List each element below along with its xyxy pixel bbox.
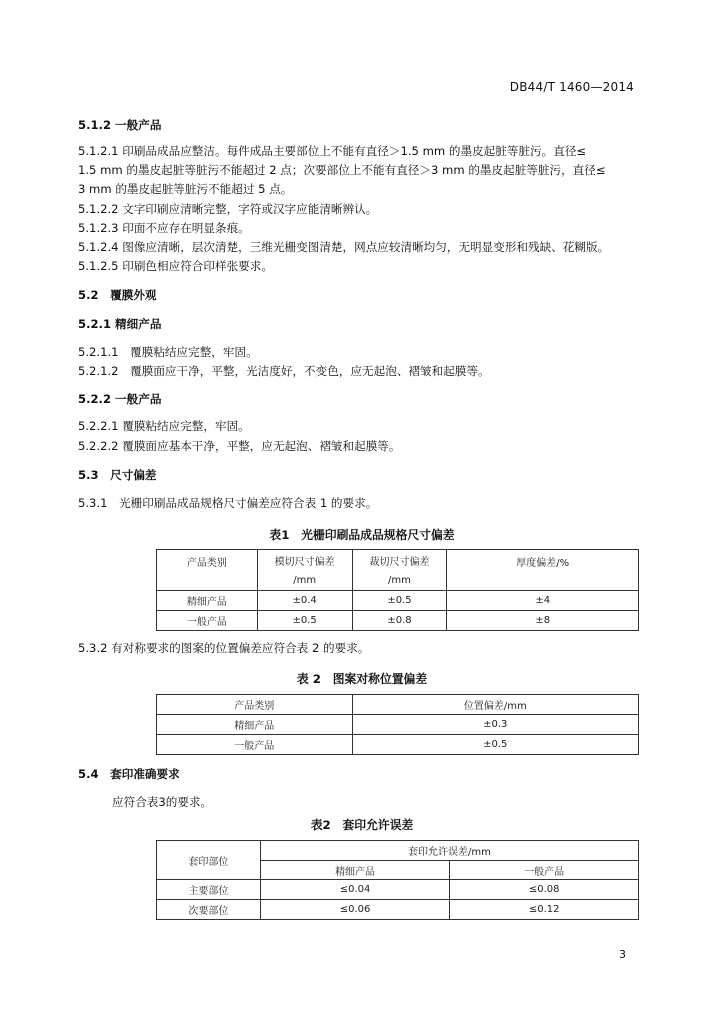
table-header-cell: 一般产品 [450, 861, 639, 880]
table-cell: ≤0.04 [260, 880, 450, 900]
table-header-row [157, 841, 639, 861]
paragraph-line: 5.2.1.2 覆膜面应干净，平整，光洁度好，不变色，应无起泡、褶皱和起膜等。 [78, 364, 490, 378]
table-cell: ±0.5 [352, 591, 447, 611]
document-code: DB44/T 1460—2014 [509, 80, 634, 94]
paragraph-line: 1.5 mm 的墨皮起脏等脏污不能超过 2 点；次要部位上不能有直径＞3 mm 的墨皮起脏等脏污，直径≤ [78, 163, 606, 177]
table-cell: 一般产品 [157, 611, 258, 631]
table-header-cell: 产品类别 [157, 550, 258, 591]
section-heading-5-4: 5.4 套印准确要求 [78, 767, 180, 781]
table-row [157, 735, 639, 755]
section-heading-5-2-2: 5.2.2 一般产品 [78, 392, 162, 406]
table-3-caption: 表2 套印允许误差 [310, 818, 414, 832]
table-row [157, 591, 639, 611]
paragraph-line: 5.3.2 有对称要求的图案的位置偏差应符合表 2 的要求。 [78, 641, 370, 655]
table-cell: 次要部位 [157, 900, 261, 920]
table-cell: ±0.8 [352, 611, 447, 631]
table-cell: ±0.5 [352, 735, 638, 755]
table-header-cell: 裁切尺寸偏差 /mm [352, 550, 447, 591]
table-header-row [157, 695, 639, 715]
paragraph-line: 5.1.2.4 图像应清晰，层次清楚，三维光栅变图清楚，网点应较清晰均匀，无明显变形和残缺、花糊版。 [78, 240, 610, 254]
table-1 [156, 549, 639, 631]
table-1-caption: 表1 光栅印刷品成品规格尺寸偏差 [269, 528, 455, 542]
table-row [157, 611, 639, 631]
table-2 [156, 694, 639, 755]
section-heading-5-2-1: 5.2.1 精细产品 [78, 317, 162, 331]
table-cell: 主要部位 [157, 880, 261, 900]
table-header-cell: 模切尺寸偏差 /mm [257, 550, 352, 591]
paragraph-line: 3 mm 的墨皮起脏等脏污不能超过 5 点。 [78, 182, 293, 196]
paragraph-line: 5.1.2.3 印面不应存在明显条痕。 [78, 221, 250, 235]
table-cell: ±8 [447, 611, 639, 631]
paragraph-line: 5.1.2.5 印刷色相应符合印样张要求。 [78, 259, 273, 273]
section-heading-5-1-2: 5.1.2 一般产品 [78, 118, 162, 132]
table-row [157, 900, 639, 920]
table-row [157, 715, 639, 735]
paragraph-line: 5.3.1 光栅印刷品成品规格尺寸偏差应符合表 1 的要求。 [78, 496, 378, 510]
table-3 [156, 840, 639, 920]
paragraph-line: 5.1.2.1 印刷品成品应整洁。每件成品主要部位上不能有直径＞1.5 mm 的墨皮起脏等脏污。直径≤ [78, 144, 587, 158]
table-cell: ±0.4 [257, 591, 352, 611]
table-header-cell: 产品类别 [157, 695, 353, 715]
table-header-row [157, 550, 639, 591]
table-cell: 精细产品 [157, 715, 353, 735]
table-header-cell: 厚度偏差/% [447, 550, 639, 591]
table-row [157, 880, 639, 900]
table-cell: 精细产品 [157, 591, 258, 611]
section-heading-5-3: 5.3 尺寸偏差 [78, 468, 157, 482]
table-header-cell: 位置偏差/mm [352, 695, 638, 715]
paragraph-line: 5.2.2.1 覆膜粘结应完整，牢固。 [78, 419, 250, 433]
table-cell: ±0.5 [257, 611, 352, 631]
table-cell: ≤0.06 [260, 900, 450, 920]
table-cell: ≤0.12 [450, 900, 639, 920]
table-cell: ±0.3 [352, 715, 638, 735]
table-header-cell: 套印允许误差/mm [260, 841, 638, 861]
paragraph-line: 5.1.2.2 文字印刷应清晰完整，字符或汉字应能清晰辨认。 [78, 202, 378, 216]
page-number: 3 [619, 948, 626, 961]
table-cell: ≤0.08 [450, 880, 639, 900]
table-2-caption: 表 2 图案对称位置偏差 [296, 672, 428, 686]
paragraph-line: 5.2.1.1 覆膜粘结应完整，牢固。 [78, 345, 258, 359]
paragraph-line: 5.2.2.2 覆膜面应基本干净，平整，应无起泡、褶皱和起膜等。 [78, 439, 401, 453]
section-heading-5-2: 5.2 覆膜外观 [78, 288, 157, 302]
table-cell: ±4 [447, 591, 639, 611]
table-header-cell: 套印部位 [157, 841, 261, 880]
table-header-cell: 精细产品 [260, 861, 450, 880]
table-cell: 一般产品 [157, 735, 353, 755]
paragraph-line: 应符合表3的要求。 [112, 795, 213, 809]
